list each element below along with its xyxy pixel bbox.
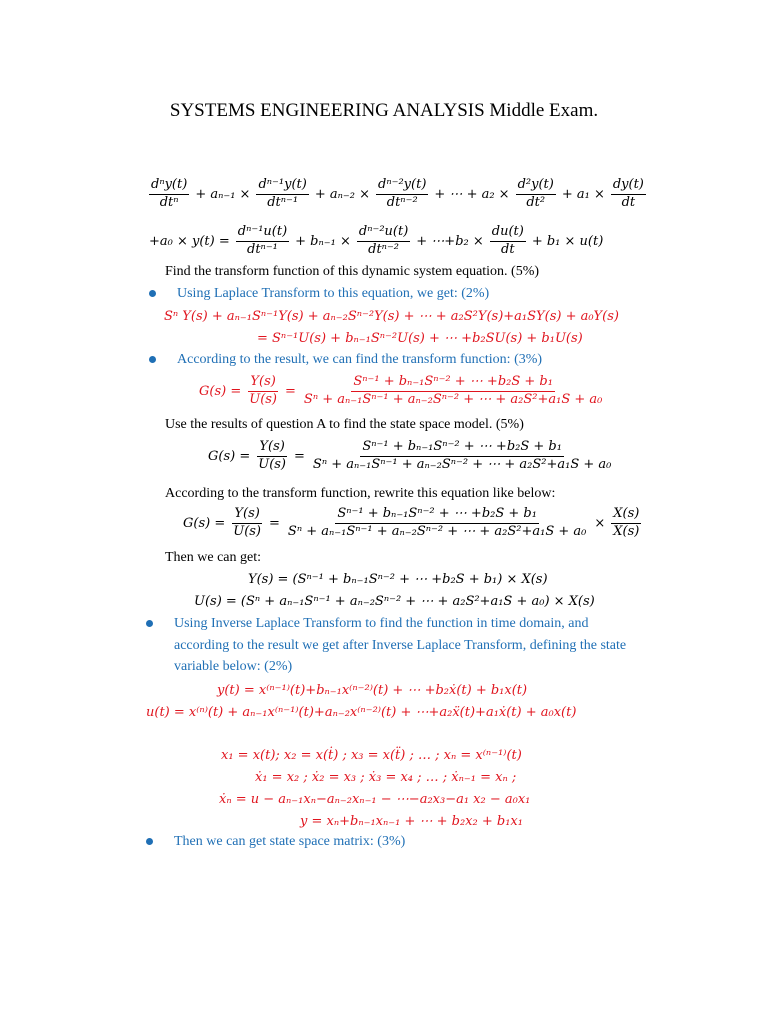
rewrite-text: According to the transform function, rewrite this equation like below: [165,486,556,501]
fraction-denominator: dt [621,194,636,210]
u-of-t: u(t) = x⁽ⁿ⁾(t) + aₙ₋₁x⁽ⁿ⁻¹⁾(t)+aₙ₋₂x⁽ⁿ⁻²⁾(t) + ⋯+a₂ẍ(t)+a₁ẋ(t) + a₀x(t) [146,705,577,720]
fraction-denominator: dt² [526,194,546,210]
equation-term: × [594,515,606,531]
transfer-function [205,440,616,473]
fraction-denominator: Sⁿ + aₙ₋₁Sⁿ⁻¹ + aₙ₋₂Sⁿ⁻² + ⋯ + a₂S²+a₁S + a₀ [312,456,612,472]
fraction [311,440,613,473]
bullet-inverse-3: variable below: (2%) [174,659,293,674]
page-title: SYSTEMS ENGINEERING ANALYSIS Middle Exam. [169,100,599,121]
ode-line-1 [146,178,649,211]
fraction [611,178,646,211]
fraction-numerator: d²y(t) [516,178,556,195]
fraction-numerator: dⁿ⁻²y(t) [376,178,428,195]
fraction-denominator: dtⁿ⁻¹ [267,194,299,210]
y-of-t: y(t) = x⁽ⁿ⁻¹⁾(t)+bₙ₋₁x⁽ⁿ⁻²⁾(t) + ⋯ +b₂ẋ(t) + b₁x(t) [217,683,528,698]
fraction-numerator: X(s) [611,507,641,524]
fraction [256,178,308,211]
state-xn-dot: ẋₙ = u − aₙ₋₁xₙ−aₙ₋₂xₙ₋₁ − ⋯−a₂x₃−a₁ x₂ − a₀x₁ [219,792,531,807]
fraction [236,225,289,258]
fraction [302,375,604,408]
question-a: Find the transform function of this dynamic system equation. (5%) [165,264,540,279]
fraction-denominator: Sⁿ + aₙ₋₁Sⁿ⁻¹ + aₙ₋₂Sⁿ⁻² + ⋯ + a₂S²+a₁S + a₀ [303,391,603,407]
bullet-marker [149,356,156,363]
question-b: Use the results of question A to find the state space model. (5%) [165,417,524,432]
equation-term: + aₙ₋₂ × [314,186,371,202]
fraction-numerator: dⁿy(t) [149,178,189,195]
fraction-denominator: dtⁿ [159,194,179,210]
bullet-inverse-1: Using Inverse Laplace Transform to find the function in time domain, and [174,616,589,631]
state-derivs: ẋ₁ = x₂ ; ẋ₂ = x₃ ; ẋ₃ = x₄ ; … ; ẋₙ₋₁ = xₙ ; [255,770,517,785]
laplace-line-2: = Sⁿ⁻¹U(s) + bₙ₋₁Sⁿ⁻²U(s) + ⋯ +b₂SU(s) + b₁U(s) [257,331,583,346]
fraction [247,375,279,408]
fraction-numerator: Y(s) [257,440,286,457]
fraction [231,507,263,540]
fraction-denominator: U(s) [258,456,287,472]
fraction-denominator: X(s) [613,523,640,539]
then-text: Then we can get: [165,550,262,565]
fraction-numerator: dⁿ⁻¹u(t) [236,225,289,242]
fraction-numerator: Sⁿ⁻¹ + bₙ₋₁Sⁿ⁻² + ⋯ +b₂S + b₁ [360,440,564,457]
equation-term: + aₙ₋₁ × [195,186,251,202]
u-of-s: U(s) = (Sⁿ + aₙ₋₁Sⁿ⁻¹ + aₙ₋₂Sⁿ⁻² + ⋯ + a₂S²+a₁S + a₀) × X(s) [194,594,595,609]
fraction [516,178,556,211]
bullet-marker [149,290,156,297]
equation-term: = [269,515,280,531]
fraction-denominator: dtⁿ⁻² [368,241,400,257]
fraction [149,178,189,211]
fraction-numerator: dy(t) [611,178,646,195]
bullet-laplace: Using Laplace Transform to this equation, we get: (2%) [177,286,490,301]
bullet-inverse-2: according to the result we get after Inverse Laplace Transform, defining the state [174,638,627,653]
equation-term: = [285,383,296,399]
fraction [611,507,641,540]
fraction [357,225,410,258]
equation-term: + ⋯ + a₂ × [434,186,510,202]
ode-line-2 [146,225,606,258]
equation-term: + ⋯+b₂ × [416,233,484,249]
fraction-denominator: dtⁿ⁻¹ [247,241,278,257]
equation-term: G(s) = [199,383,242,399]
fraction-denominator: U(s) [233,523,262,539]
transfer-function-red [196,375,607,408]
fraction-numerator: Sⁿ⁻¹ + bₙ₋₁Sⁿ⁻² + ⋯ +b₂S + b₁ [351,375,555,392]
fraction-numerator: dⁿ⁻²u(t) [357,225,410,242]
fraction-denominator: Sⁿ + aₙ₋₁Sⁿ⁻¹ + aₙ₋₂Sⁿ⁻² + ⋯ + a₂S²+a₁S + a₀ [287,523,587,539]
bullet-matrix: Then we can get state space matrix: (3%) [174,834,406,849]
state-def: x₁ = x(t); x₂ = x(ṫ) ; x₃ = x(ẗ) ; … ; xₙ = x⁽ⁿ⁻¹⁾(t) [221,748,522,763]
equation-term: G(s) = [183,515,226,531]
fraction-denominator: dt [501,241,515,257]
fraction-numerator: Y(s) [248,375,277,392]
equation-term: + a₁ × [561,186,605,202]
transfer-function-xs [180,507,644,540]
fraction-numerator: dⁿ⁻¹y(t) [256,178,308,195]
y-of-s: Y(s) = (Sⁿ⁻¹ + bₙ₋₁Sⁿ⁻² + ⋯ +b₂S + b₁) × X(s) [248,572,548,587]
output-eq: y = xₙ+bₙ₋₁xₙ₋₁ + ⋯ + b₂x₂ + b₁x₁ [300,814,523,829]
equation-term: = [294,448,305,464]
fraction-numerator: Sⁿ⁻¹ + bₙ₋₁Sⁿ⁻² + ⋯ +b₂S + b₁ [335,507,539,524]
equation-term: G(s) = [208,448,251,464]
equation-term: +a₀ × y(t) = [149,233,230,249]
fraction [286,507,588,540]
fraction-denominator: U(s) [249,391,278,407]
bullet-marker [146,838,153,845]
fraction-numerator: Y(s) [232,507,261,524]
fraction-denominator: dtⁿ⁻² [386,194,418,210]
fraction [376,178,428,211]
equation-term: + b₁ × u(t) [531,233,604,249]
fraction [490,225,526,258]
bullet-marker [146,620,153,627]
fraction [256,440,288,473]
fraction-numerator: du(t) [490,225,526,242]
laplace-line-1: Sⁿ Y(s) + aₙ₋₁Sⁿ⁻¹Y(s) + aₙ₋₂Sⁿ⁻²Y(s) + ⋯ + a₂S²Y(s)+a₁SY(s) + a₀Y(s) [164,309,619,324]
bullet-transform: According to the result, we can find the transform function: (3%) [177,352,543,367]
equation-term: + bₙ₋₁ × [295,233,351,249]
